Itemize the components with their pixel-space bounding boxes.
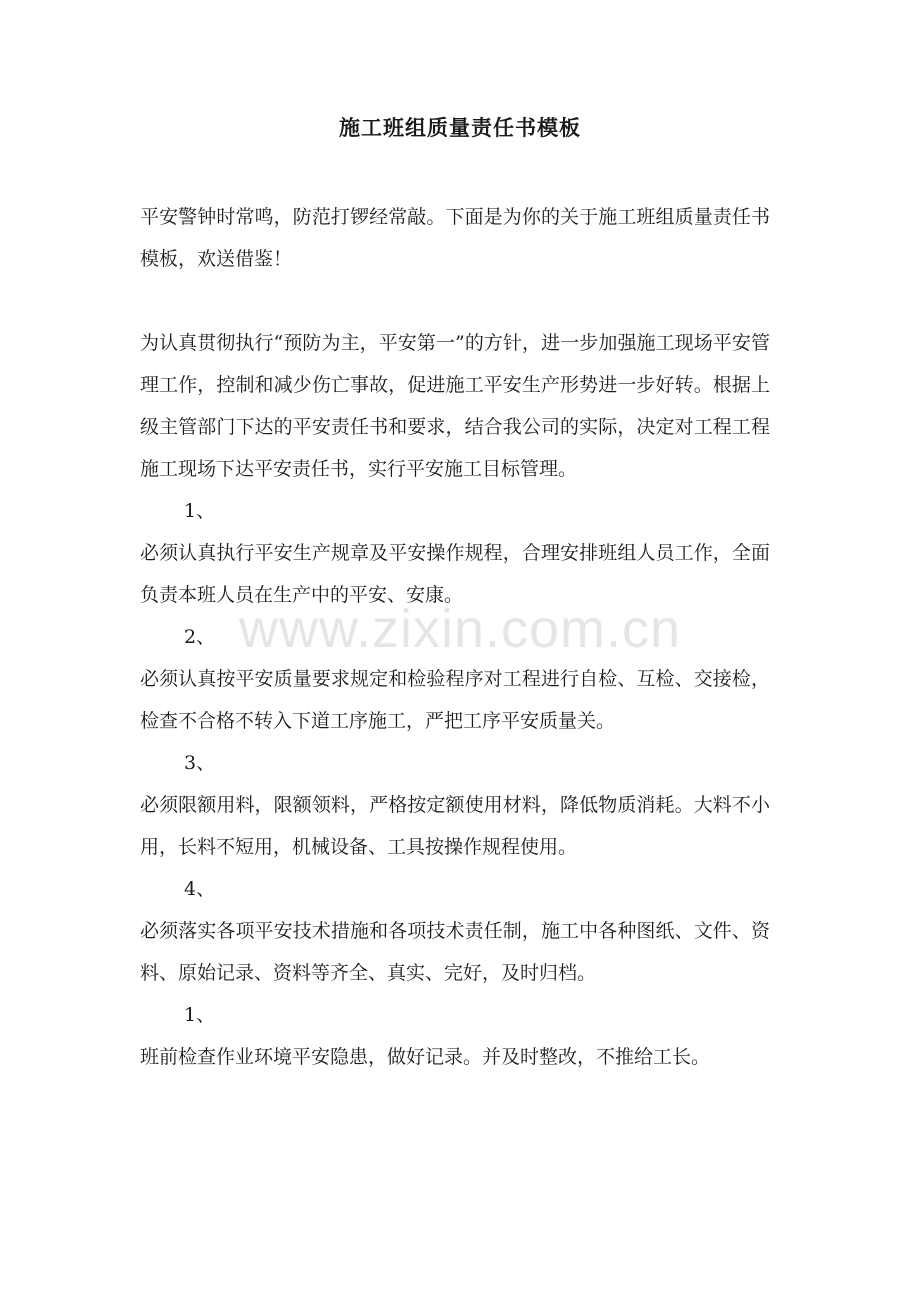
paragraph-spacer: [140, 280, 770, 322]
list-item: [140, 868, 770, 994]
document-title: 施工班组质量责任书模板: [339, 115, 581, 140]
opening-paragraph: 为认真贯彻执行“预防为主，平安第一”的方针，进一步加强施工现场平安管理工作，控制和减少伤亡事故，促进施工平安生产形势进一步好转。根据上级主管部门下达的平安责任书和要求，结合我公司的实际，决定对工程工程施工现场下达平安责任书，实行平安施工目标管理。: [140, 332, 770, 480]
list-item: [140, 490, 770, 616]
item-number: 2、: [184, 626, 216, 648]
item-text: 必须认真执行平安生产规章及平安操作规程，合理安排班组人员工作，全面负责本班人员在生产中的平安、安康。: [140, 542, 770, 606]
document-body: [140, 196, 770, 1078]
item-text: 必须落实各项平安技术措施和各项技术责任制，施工中各种图纸、文件、资料、原始记录、资料等齐全、真实、完好，及时归档。: [140, 920, 770, 984]
item-number: 1、: [184, 500, 216, 522]
list-item: [140, 616, 770, 742]
item-text: 必须限额用料，限额领料，严格按定额使用材料，降低物质消耗。大料不小用，长料不短用，机械设备、工具按操作规程使用。: [140, 794, 770, 858]
item-text: 必须认真按平安质量要求规定和检验程序对工程进行自检、互检、交接检，检查不合格不转入下道工序施工，严把工序平安质量关。: [140, 668, 770, 732]
watermark-text: www.zixin.com.cn: [238, 599, 682, 659]
intro-paragraph: 平安警钟时常鸣，防范打锣经常敲。下面是为你的关于施工班组质量责任书模板，欢送借鉴！: [140, 206, 770, 270]
item-number: 4、: [184, 878, 216, 900]
item-number: 3、: [184, 752, 216, 774]
item-number: 1、: [184, 1004, 216, 1026]
item-text: 班前检查作业环境平安隐患，做好记录。并及时整改，不推给工长。: [140, 1046, 711, 1068]
list-item: [140, 742, 770, 868]
list-item: [140, 994, 770, 1078]
